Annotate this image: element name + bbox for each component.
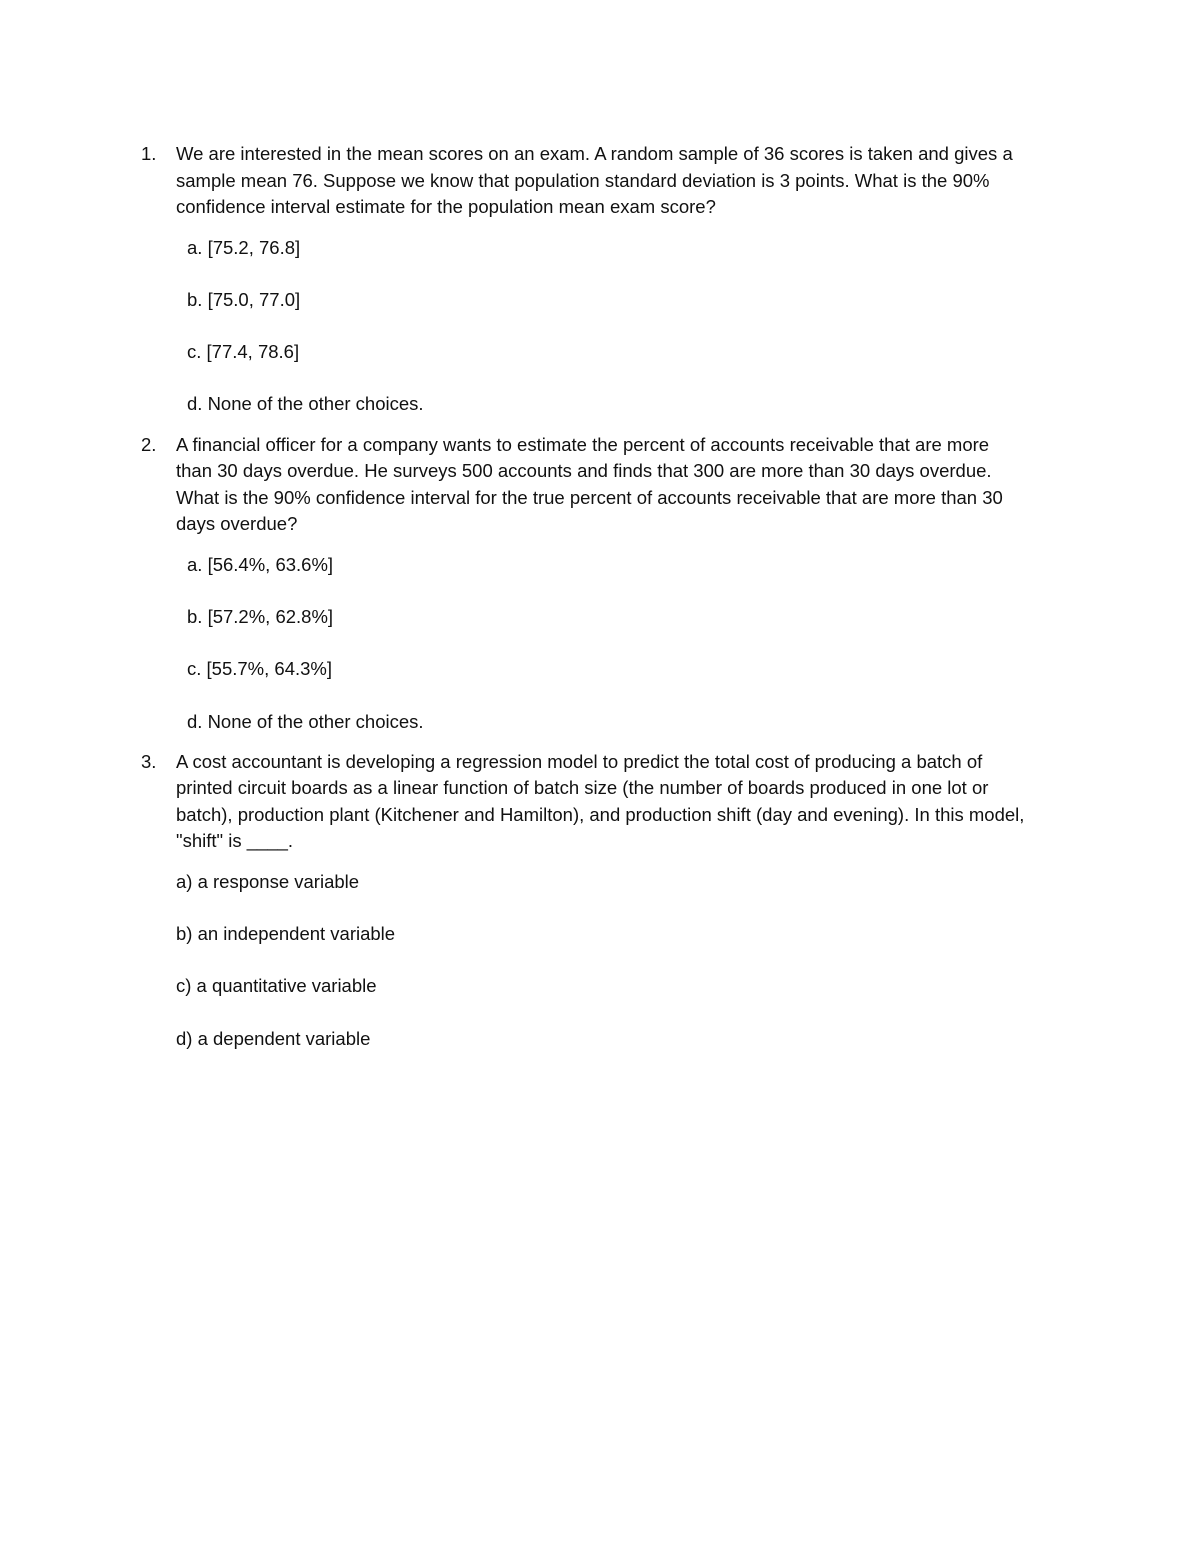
choice-c: c) a quantitative variable	[176, 975, 377, 997]
choice-c: c. [55.7%, 64.3%]	[187, 658, 333, 680]
question-3	[0, 749, 1026, 1052]
choice-d: d. None of the other choices.	[187, 710, 424, 732]
choice-b: b. [57.2%, 62.8%]	[187, 605, 334, 627]
answer-choices	[176, 552, 1026, 735]
question-number: 1.	[141, 143, 157, 164]
question-1	[0, 141, 1026, 418]
question-number: 3.	[141, 750, 157, 772]
question-2	[0, 432, 1026, 735]
choice-a: a) a response variable	[176, 870, 360, 892]
question-text: A cost accountant is developing a regression model to predict the total cost of producing a batch of printed circuit boards as a linear function of batch size (the number of boards produced in one lot or batch), production plant (Kitchener and Hamilton), and production shift (day and evening). In this model, "shift" is ____.	[176, 750, 1025, 852]
answer-choices	[176, 869, 1026, 1052]
question-text: A financial officer for a company wants to estimate the percent of accounts receivable that are more than 30 days overdue. He surveys 500 accounts and finds that 300 are more than 30 days overdue. What is the 90% confidence interval for the true percent of accounts receivable that are more than 30 days overdue?	[176, 433, 1003, 535]
choice-d: d. None of the other choices.	[187, 393, 424, 415]
choice-a: a. [56.4%, 63.6%]	[187, 553, 334, 575]
choice-d: d) a dependent variable	[176, 1027, 371, 1049]
choice-c: c. [77.4, 78.6]	[187, 341, 300, 363]
question-text: We are interested in the mean scores on an exam. A random sample of 36 scores is taken and gives a sample mean 76. Suppose we know that population standard deviation is 3 points. What is the 90% confidence interval estimate for the population mean exam score?	[176, 143, 1013, 217]
question-number: 2.	[141, 433, 157, 455]
choice-b: b) an independent variable	[176, 923, 396, 945]
answer-choices	[176, 235, 1026, 418]
choice-a: a. [75.2, 76.8]	[187, 236, 301, 258]
choice-b: b. [75.0, 77.0]	[187, 288, 301, 310]
